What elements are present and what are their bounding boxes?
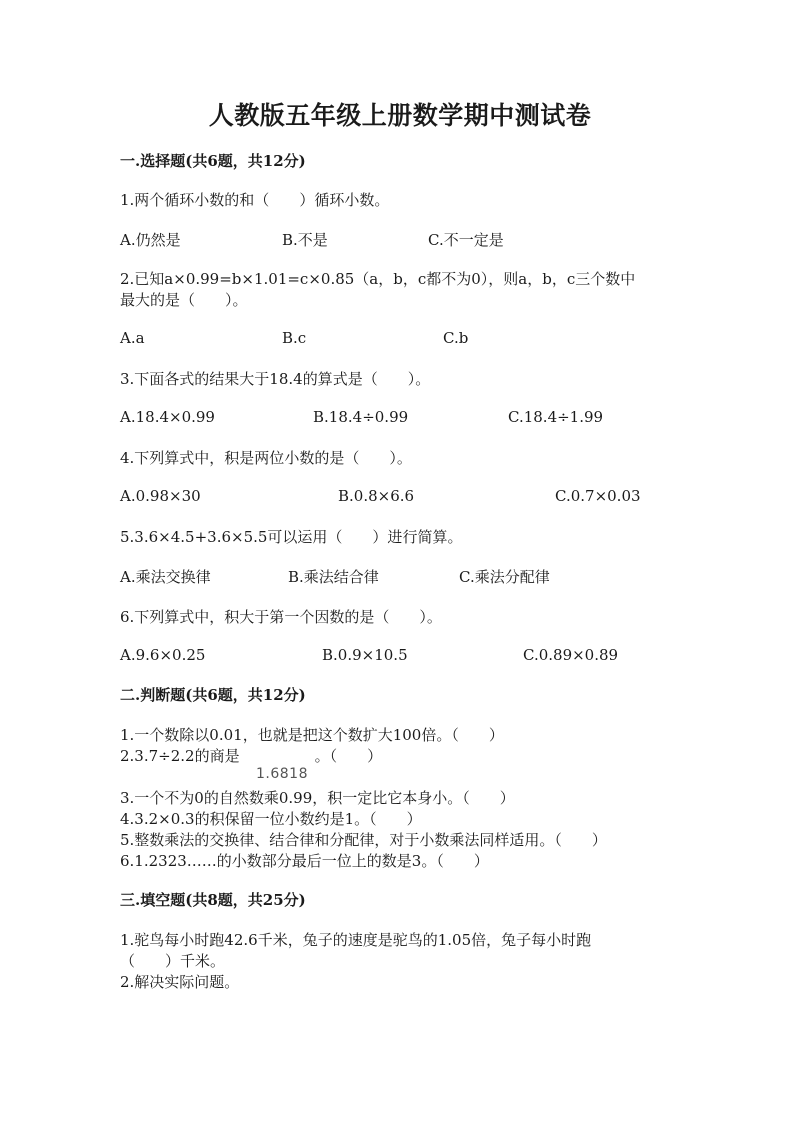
question-4: 4.下列算式中，积是两位小数的是（ ）。: [120, 449, 412, 467]
judge-2: 2.3.7÷2.2的商是 。（ ）: [120, 747, 383, 765]
judge-1: 1.一个数除以0.01，也就是把这个数扩大100倍。（ ）: [120, 726, 504, 744]
option-2b: B.c: [282, 329, 307, 347]
question-6: 6.下列算式中，积大于第一个因数的是（ ）。: [120, 608, 442, 626]
judge-4: 4.3.2×0.3的积保留一位小数约是1。（ ）: [120, 810, 422, 828]
question-3: 3.下面各式的结果大于18.4的算式是（ ）。: [120, 370, 431, 388]
option-3c: C.18.4÷1.99: [508, 408, 604, 426]
section-heading-fill: 三.填空题(共8题，共25分): [120, 891, 306, 909]
fill-1-line2: （ ）千米。: [120, 952, 226, 970]
fill-1-line1: 1.驼鸟每小时跑42.6千米，兔子的速度是驼鸟的1.05倍，兔子每小时跑: [120, 931, 592, 949]
option-4a: A.0.98×30: [120, 487, 201, 505]
option-4b: B.0.8×6.6: [338, 487, 415, 505]
option-1c: C.不一定是: [428, 231, 504, 249]
judge-6: 6.1.2323……的小数部分最后一位上的数是3。（ ）: [120, 852, 489, 870]
judge-3: 3.一个不为0的自然数乘0.99，积一定比它本身小。（ ）: [120, 789, 515, 807]
option-5a: A.乘法交换律: [120, 568, 211, 586]
option-1a: A.仍然是: [120, 231, 181, 249]
option-6c: C.0.89×0.89: [523, 646, 619, 664]
option-5b: B.乘法结合律: [288, 568, 379, 586]
option-2a: A.a: [120, 329, 145, 347]
page-title: 人教版五年级上册数学期中测试卷: [208, 101, 592, 130]
section-heading-choice: 一.选择题(共6题，共12分): [120, 152, 306, 170]
question-2-line2: 最大的是（ ）。: [120, 291, 248, 309]
handwritten-answer: 1.6818: [256, 766, 308, 782]
option-3a: A.18.4×0.99: [120, 408, 215, 426]
judge-5: 5.整数乘法的交换律、结合律和分配律，对于小数乘法同样适用。（ ）: [120, 831, 607, 849]
question-5: 5.3.6×4.5+3.6×5.5可以运用（ ）进行简算。: [120, 528, 463, 546]
option-5c: C.乘法分配律: [459, 568, 550, 586]
option-2c: C.b: [443, 329, 469, 347]
option-4c: C.0.7×0.03: [555, 487, 641, 505]
option-1b: B.不是: [282, 231, 328, 249]
section-heading-judge: 二.判断题(共6题，共12分): [120, 686, 306, 704]
question-1: 1.两个循环小数的和（ ）循环小数。: [120, 191, 390, 209]
option-3b: B.18.4÷0.99: [313, 408, 409, 426]
fill-2: 2.解决实际问题。: [120, 973, 240, 991]
option-6a: A.9.6×0.25: [120, 646, 206, 664]
option-6b: B.0.9×10.5: [322, 646, 408, 664]
question-2-line1: 2.已知a×0.99=b×1.01=c×0.85（a，b，c都不为0），则a，b，c三个数中: [120, 270, 636, 288]
